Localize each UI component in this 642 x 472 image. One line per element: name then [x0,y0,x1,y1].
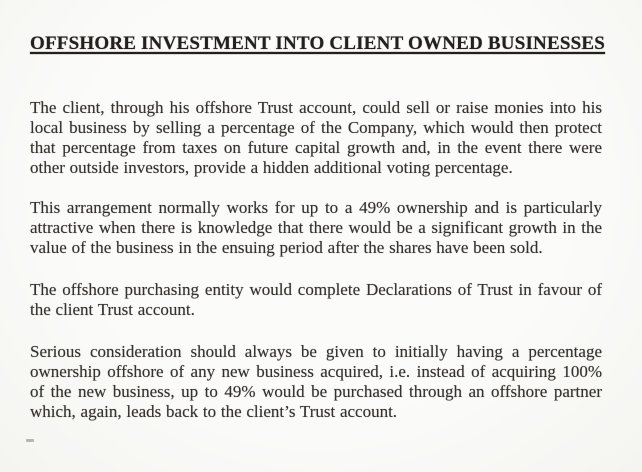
paragraph-new-business-acquisition: Serious consideration should always be given to initially having a percentage ownership offshore of any new business acquired, i.e. instead of acquiring 100% of the new business, up to 49% would be purchased through an offshore partner which, again, leads back to the client’s Trust account. [30,342,602,421]
document-title: OFFSHORE INVESTMENT INTO CLIENT OWNED BUSINESSES [30,33,606,54]
paragraph-49-percent-ownership: This arrangement normally works for up to a 49% ownership and is particularly attractive when there is knowledge that there would be a significant growth in the value of the business in the ensuing period after the shares have been sold. [30,198,602,257]
scan-artifact-speck [26,439,34,442]
paragraph-offshore-trust-sale: The client, through his offshore Trust account, could sell or raise monies into his local business by selling a percentage of the Company, which would then protect that percentage from taxes on future capital growth and, in the event there were other outside investors, provide a hidden additional voting percentage. [30,98,602,177]
paragraph-declarations-of-trust: The offshore purchasing entity would complete Declarations of Trust in favour of the client Trust account. [30,280,602,319]
